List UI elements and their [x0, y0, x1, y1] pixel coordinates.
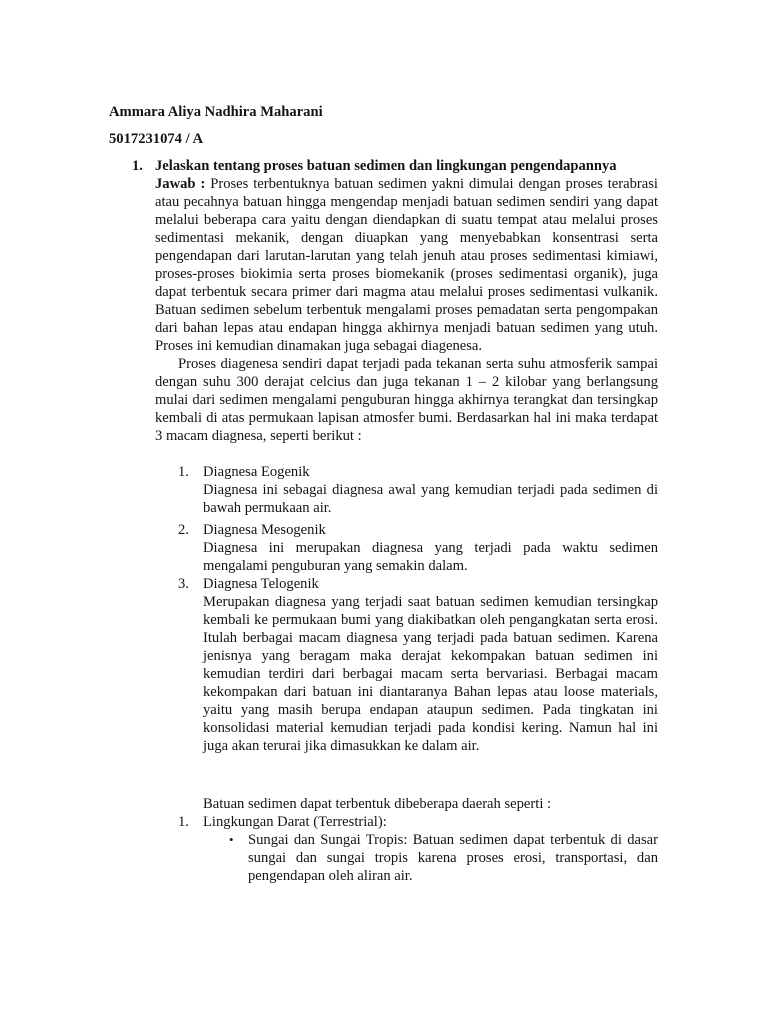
bullet-icon: • [229, 832, 234, 847]
list-number: 3. [178, 576, 189, 592]
environment-intro: Batuan sedimen dapat terbentuk dibeberapa daerah seperti : [203, 796, 552, 812]
list-heading: Diagnesa Telogenik [203, 576, 319, 592]
student-id-class: 5017231074 / A [109, 131, 204, 147]
diagenesa-paragraph: Proses diagenesa sendiri dapat terjadi pada tekanan serta suhu atmosferik sampai dengan suhu 300 derajat celcius dan juga tekanan 1 – 2 kilobar yang berlangsung mulai dari sedimen mengalami penguburan hingga akhirnya terangkat dan tersingkap kembali di atas permukaan lapisan atmosfer bumi. Berdasarkan hal ini maka terdapat 3 macam diagnesa, seperti berikut : [155, 356, 658, 444]
answer-label: Jawab : [155, 176, 206, 192]
question-number: 1. [132, 158, 143, 174]
answer-paragraph [155, 175, 658, 355]
list-number: 1. [178, 814, 189, 830]
list-body: Diagnesa ini merupakan diagnesa yang terjadi pada waktu sedimen mengalami penguburan yang semakin dalam. [203, 540, 658, 574]
list-heading: Diagnesa Mesogenik [203, 522, 326, 538]
list-number: 2. [178, 522, 189, 538]
answer-text: Proses terbentuknya batuan sedimen yakni dimulai dengan proses terabrasi atau pecahnya batuan hingga mengendap menjadi batuan sedimen sendiri yang dapat melalui beberapa cara yaitu dengan diendapkan di suatu tempat atau melalui proses sedimentasi mekanik, dengan diuapkan yang menyebabkan konsentrasi serta pengendapan dari larutan-larutan yang telah jenuh atau proses sedimentasi kimiawi, proses-proses biokimia serta proses biomekanik (proses sedimentasi organik), juga dapat terbentuk secara primer dari magma atau melalui proses sedimentasi vulkanik. Batuan sedimen sebelum terbentuk mengalami proses pemadatan serta pengompakan dari bahan lepas atau endapan hingga akhirnya menjadi batuan sedimen yang utuh. Proses ini kemudian dinamakan juga sebagai diagenesa. [155, 176, 658, 354]
answer-block [155, 175, 658, 445]
author-name: Ammara Aliya Nadhira Maharani [109, 104, 323, 120]
list-heading: Lingkungan Darat (Terrestrial): [203, 814, 387, 830]
list-body: Merupakan diagnesa yang terjadi saat batuan sedimen kemudian tersingkap kembali ke permukaan bumi yang diakibatkan oleh pengangkatan serta erosi. Itulah berbagai macam diagnesa yang terjadi pada batuan sedimen. Karena jenisnya yang beragam maka derajat kekompakan batuan sedimen ini kemudian terdiri dari berbagai macam serta bervariasi. Berbagai macam kekompakan dari batuan ini diantaranya Bahan lepas atau loose materials, yaitu yang masih berupa endapan ataupun sedimen. Pada tingkatan ini konsolidasi material kemudian terjadi pada kondisi kering. Namun hal ini juga akan terurai jika dimasukkan ke dalam air. [203, 594, 658, 754]
list-body: Diagnesa ini sebagai diagnesa awal yang kemudian terjadi pada sedimen di bawah permukaan air. [203, 482, 658, 516]
list-heading: Diagnesa Eogenik [203, 464, 310, 480]
question-title: Jelaskan tentang proses batuan sedimen dan lingkungan pengendapannya [155, 158, 617, 174]
bullet-text: Sungai dan Sungai Tropis: Batuan sedimen dapat terbentuk di dasar sungai dan sungai tropis karena proses erosi, transportasi, dan pengendapan oleh aliran air. [248, 832, 658, 884]
list-number: 1. [178, 464, 189, 480]
